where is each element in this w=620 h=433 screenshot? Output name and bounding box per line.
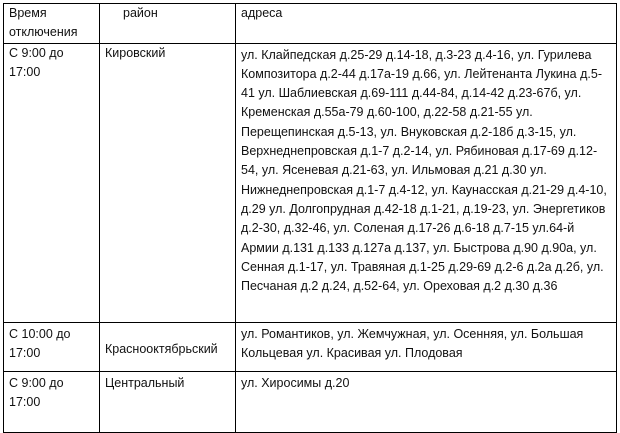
- cell-addresses: ул. Клайпедская д.25-29 д.14-18, д.3-23 д.4-16, ул. Гурилева Композитора д.2-44 д.17а-19 д.66, ул. Лейтенанта Лукина д.5-41 ул. Шаблиевская д.69-111 д.44-84, д.14-42 д.23-67б, ул. Кременская д.55а-79 д.60-100, д.22-58 д.21-55 ул. Перещепинская д.5-13, ул. Внуковская д.2-18б д.3-15, ул. Верхнеднепровская д.1-7 д.2-14, ул. Рябиновая д.17-69 д.12-54, ул. Ясеневая д.21-63, ул. Ильмовая д.21 д.30 ул. Нижнеднепровская д.1-7 д.4-12, ул. Каунасская д.21-29 д.4-10, д.29 ул. Долгопрудная д.42-18 д.1-21, д.19-23, ул. Энергетиков д.2-30, д.32-46, ул. Соленая д.17-26 д.6-18 д.7-15 ул.64-й Армии д.131 д.133 д.127а д.137, ул. Быстрова д.90 д.90а, ул. Сенная д.1-17, ул. Травяная д.1-25 д.29-69 д.2-6 д.2а д.2б, ул. Песчаная д.2 д.24, д.52-64, ул. Ореховая д.2 д.30 д.36: [236, 43, 617, 322]
- table-row: [4, 371, 617, 432]
- table-header-row: [4, 4, 617, 44]
- cell-district: Краснооктябрьский: [100, 322, 236, 371]
- outage-schedule-table: [3, 3, 617, 433]
- cell-addresses: ул. Романтиков, ул. Жемчужная, ул. Осенняя, ул. Большая Кольцевая ул. Красивая ул. Плодовая: [236, 322, 617, 371]
- table-row: [4, 322, 617, 371]
- cell-time: С 9:00 до 17:00: [4, 371, 100, 432]
- cell-addresses: ул. Хиросимы д.20: [236, 371, 617, 432]
- cell-district: Центральный: [100, 371, 236, 432]
- cell-district: Кировский: [100, 43, 236, 322]
- cell-time: С 10:00 до 17:00: [4, 322, 100, 371]
- header-addresses: адреса: [236, 4, 617, 44]
- table-row: [4, 43, 617, 322]
- header-district: район: [100, 4, 236, 44]
- cell-time: С 9:00 до 17:00: [4, 43, 100, 322]
- header-time: Время отключения: [4, 4, 100, 44]
